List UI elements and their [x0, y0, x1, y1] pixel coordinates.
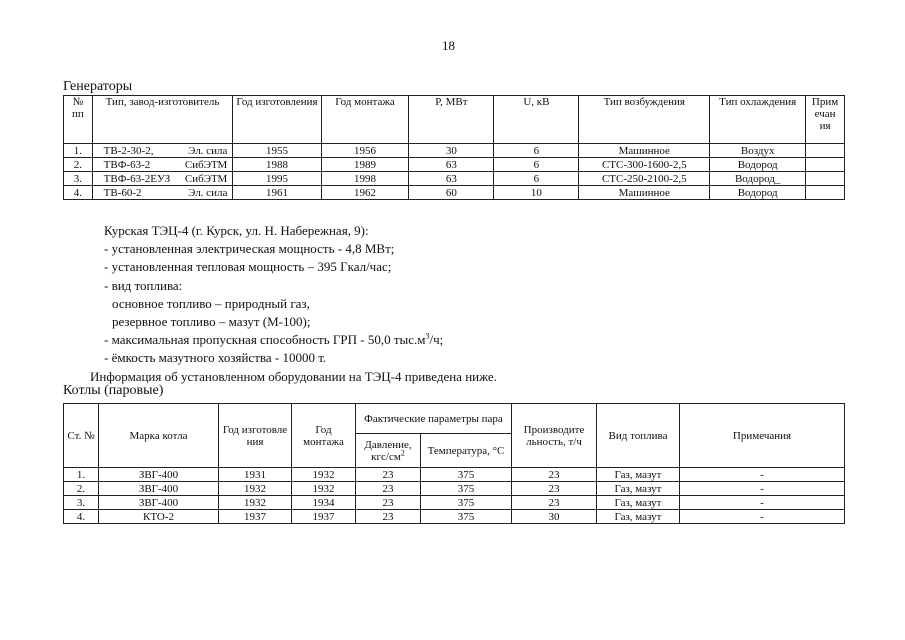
- table-row: [64, 482, 845, 496]
- boilers-table: [63, 403, 845, 524]
- cell-note: -: [680, 496, 845, 510]
- header-year-made: Год изготовления: [233, 96, 321, 144]
- type-wrap: [96, 173, 230, 185]
- electric-capacity: - установленная электрическая мощность - 4,8 МВт;: [104, 241, 395, 257]
- cell-productivity: 23: [512, 482, 597, 496]
- cell-year-installed: 1937: [292, 510, 356, 524]
- cell-brand: КТО-2: [99, 510, 219, 524]
- boiler-header-year-installed: Год монтажа: [292, 404, 356, 468]
- cell-num: 3.: [64, 496, 99, 510]
- cell-fuel: Газ, мазут: [597, 510, 680, 524]
- cell-brand: ЗВГ-400: [99, 496, 219, 510]
- cell-year-installed: 1962: [321, 186, 409, 200]
- cell-voltage: 6: [494, 158, 579, 172]
- pressure-sup: 2: [400, 447, 405, 457]
- table-row: [64, 510, 845, 524]
- pressure-label: Давление, кгс/см: [364, 438, 412, 463]
- type-wrap: [96, 145, 230, 157]
- cell-productivity: 23: [512, 468, 597, 482]
- cell-type: [92, 144, 233, 158]
- cell-type: [92, 186, 233, 200]
- cell-note: [806, 158, 845, 172]
- cell-maker: СибЭТМ: [184, 158, 228, 171]
- cell-num: 4.: [64, 510, 99, 524]
- cell-voltage: 10: [494, 186, 579, 200]
- cell-num: 4.: [64, 186, 93, 200]
- grp-capacity-prefix: - максимальная пропускная способность ГРП - 50,0 тыс.м: [104, 332, 426, 348]
- boilers-title: Котлы (паровые): [63, 383, 164, 398]
- boiler-header-num: Ст. №: [64, 404, 99, 468]
- boiler-header-params: Фактические параметры пара: [356, 404, 512, 434]
- table-row: [64, 172, 845, 186]
- grp-capacity: [104, 331, 497, 349]
- cell-excitation: Машинное: [579, 144, 710, 158]
- cell-power: 60: [409, 186, 494, 200]
- boiler-header-brand: Марка котла: [99, 404, 219, 468]
- cell-brand: ЗВГ-400: [99, 468, 219, 482]
- cell-type: [92, 158, 233, 172]
- page-number: 18: [442, 38, 455, 53]
- header-voltage: U, кВ: [494, 96, 579, 144]
- equipment-note: Информация об установленном оборудовании на ТЭЦ-4 приведена ниже.: [90, 368, 497, 384]
- cell-cooling: Воздух: [710, 144, 806, 158]
- cell-num: 1.: [64, 144, 93, 158]
- cell-temperature: 375: [421, 496, 512, 510]
- boiler-header-temperature: Температура, °С: [421, 434, 512, 468]
- grp-capacity-sup: 3: [425, 331, 430, 341]
- cell-year-made: 1932: [219, 482, 292, 496]
- fuel-type: - вид топлива:: [104, 277, 183, 293]
- cell-year-made: 1932: [219, 496, 292, 510]
- cell-excitation: СТС-300-1600-2,5: [579, 158, 710, 172]
- cell-note: [806, 172, 845, 186]
- boiler-header-year-made: Год изготовле ния: [219, 404, 292, 468]
- table-row: [64, 144, 845, 158]
- thermal-capacity: - установленная тепловая мощность – 395 Гкал/час;: [104, 259, 392, 275]
- header-cooling: Тип охлаждения: [710, 96, 806, 144]
- table-row: [64, 468, 845, 482]
- cell-pressure: 23: [356, 510, 421, 524]
- header-note: Прим ечан ия: [806, 96, 845, 144]
- generators-title: Генераторы: [63, 79, 133, 94]
- cell-year-installed: 1989: [321, 158, 409, 172]
- fuel-reserve: резервное топливо – мазут (М-100);: [112, 314, 311, 330]
- cell-year-installed: 1998: [321, 172, 409, 186]
- cell-year-installed: 1932: [292, 468, 356, 482]
- type-wrap: [96, 187, 230, 199]
- cell-num: 2.: [64, 482, 99, 496]
- table-row: [64, 158, 845, 172]
- cell-power: 63: [409, 172, 494, 186]
- cell-cooling: Водород: [710, 158, 806, 172]
- boiler-header-productivity: Производите льность, т/ч: [512, 404, 597, 468]
- cell-num: 3.: [64, 172, 93, 186]
- cell-year-made: 1961: [233, 186, 321, 200]
- header-type: Тип, завод-изготовитель: [92, 96, 233, 144]
- header-year-installed: Год монтажа: [321, 96, 409, 144]
- cell-note: -: [680, 468, 845, 482]
- cell-power: 63: [409, 158, 494, 172]
- cell-power: 30: [409, 144, 494, 158]
- fuel-oil-capacity: - ёмкость мазутного хозяйства - 10000 т.: [104, 350, 327, 366]
- header-power: P, МВт: [409, 96, 494, 144]
- station-name: Курская ТЭЦ-4 (г. Курск, ул. Н. Набережная, 9):: [104, 223, 369, 238]
- cell-productivity: 30: [512, 510, 597, 524]
- cell-type: [92, 172, 233, 186]
- cell-fuel: Газ, мазут: [597, 468, 680, 482]
- cell-cooling: Водород_: [710, 172, 806, 186]
- cell-year-installed: 1934: [292, 496, 356, 510]
- header-num: № пп: [64, 96, 93, 144]
- cell-fuel: Газ, мазут: [597, 496, 680, 510]
- cell-productivity: 23: [512, 496, 597, 510]
- cell-maker: Эл. сила: [188, 186, 228, 199]
- table-row: [64, 496, 845, 510]
- cell-temperature: 375: [421, 482, 512, 496]
- cell-num: 1.: [64, 468, 99, 482]
- cell-voltage: 6: [494, 144, 579, 158]
- cell-fuel: Газ, мазут: [597, 482, 680, 496]
- boiler-header-pressure: [356, 434, 421, 468]
- cell-model: ТВФ-63-2: [103, 158, 151, 171]
- cell-year-made: 1931: [219, 468, 292, 482]
- cell-year-made: 1988: [233, 158, 321, 172]
- cell-note: -: [680, 482, 845, 496]
- cell-model: ТВ-60-2: [103, 186, 142, 199]
- cell-year-installed: 1956: [321, 144, 409, 158]
- cell-excitation: СТС-250-2100-2,5: [579, 172, 710, 186]
- table-row: [64, 186, 845, 200]
- cell-maker: СибЭТМ: [184, 172, 228, 185]
- cell-temperature: 375: [421, 510, 512, 524]
- boiler-header-note: Примечания: [680, 404, 845, 468]
- generators-table: [63, 95, 845, 200]
- cell-brand: ЗВГ-400: [99, 482, 219, 496]
- cell-pressure: 23: [356, 482, 421, 496]
- cell-temperature: 375: [421, 468, 512, 482]
- cell-note: -: [680, 510, 845, 524]
- cell-voltage: 6: [494, 172, 579, 186]
- cell-model: ТВФ-63-2ЕУЗ: [103, 172, 171, 185]
- type-wrap: [96, 159, 230, 171]
- cell-year-installed: 1932: [292, 482, 356, 496]
- boiler-header-fuel: Вид топлива: [597, 404, 680, 468]
- cell-pressure: 23: [356, 496, 421, 510]
- cell-year-made: 1937: [219, 510, 292, 524]
- cell-note: [806, 144, 845, 158]
- station-info: [90, 222, 497, 386]
- cell-note: [806, 186, 845, 200]
- cell-model: ТВ-2-30-2,: [103, 144, 154, 157]
- cell-maker: Эл. сила: [188, 144, 228, 157]
- header-excitation: Тип возбуждения: [579, 96, 710, 144]
- cell-excitation: Машинное: [579, 186, 710, 200]
- cell-num: 2.: [64, 158, 93, 172]
- cell-pressure: 23: [356, 468, 421, 482]
- cell-year-made: 1955: [233, 144, 321, 158]
- fuel-main: основное топливо – природный газ,: [112, 295, 310, 311]
- cell-cooling: Водород: [710, 186, 806, 200]
- cell-year-made: 1995: [233, 172, 321, 186]
- grp-capacity-suffix: /ч;: [429, 332, 444, 348]
